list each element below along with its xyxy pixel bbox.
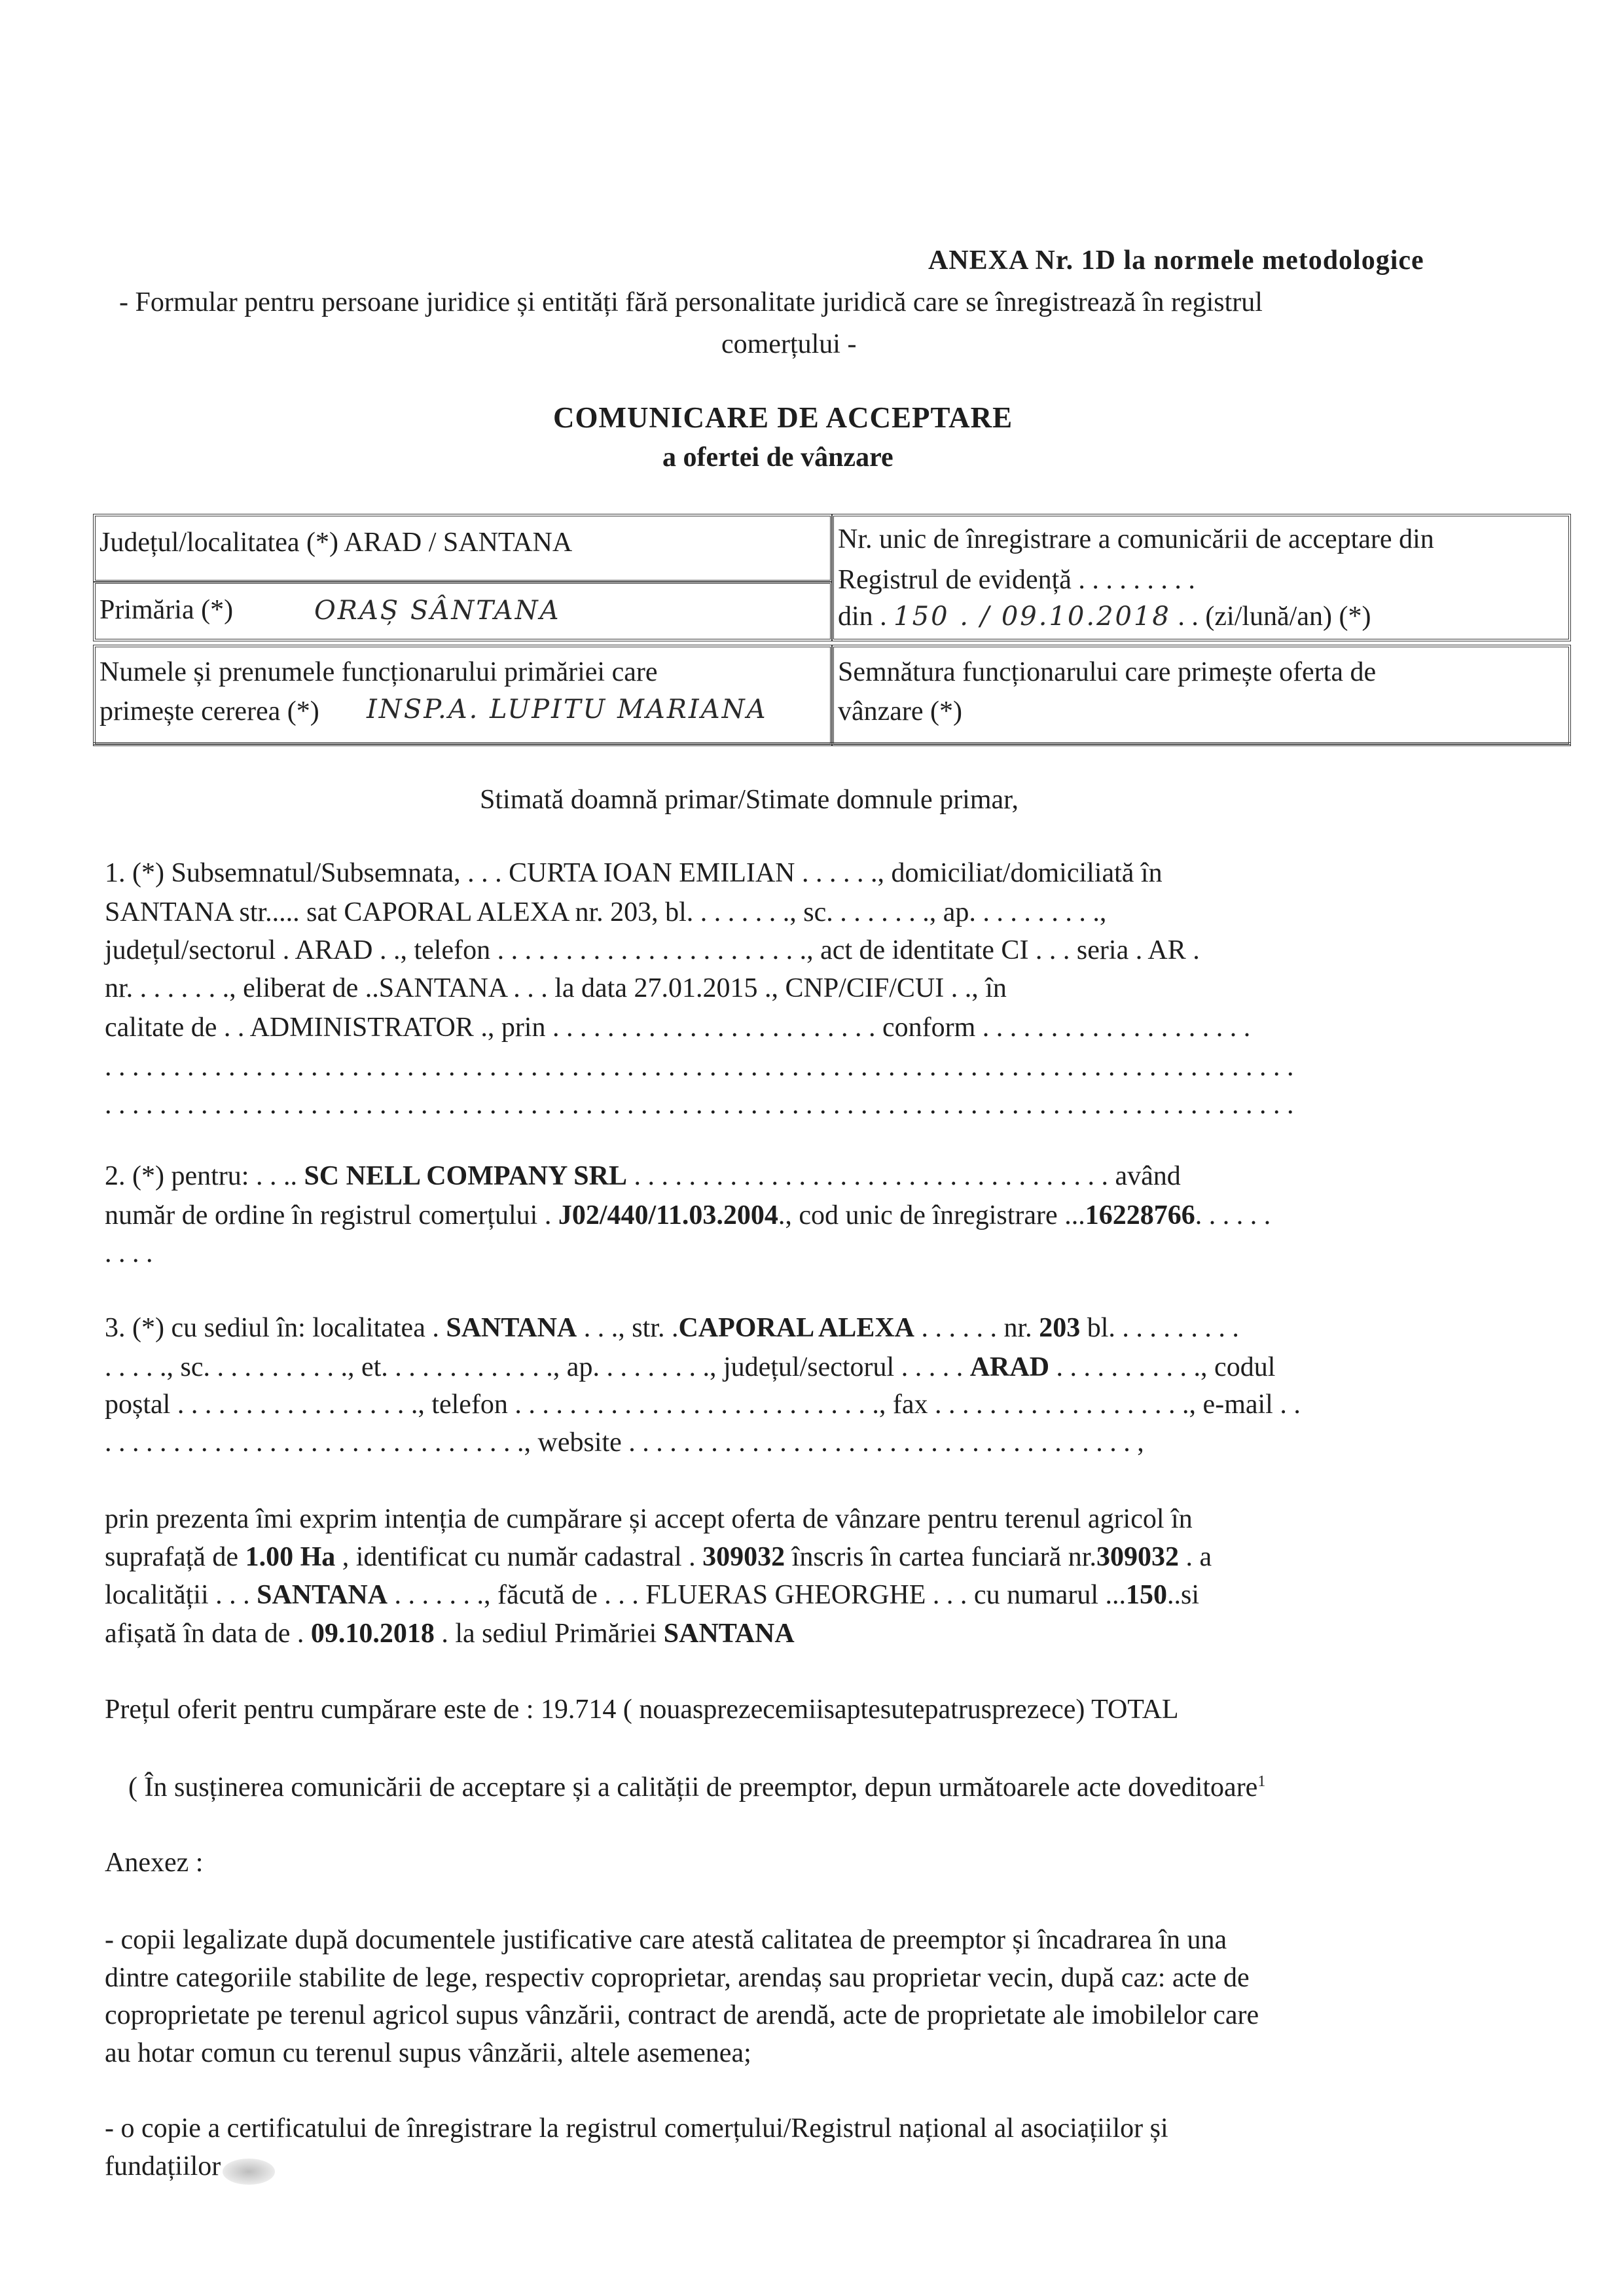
city-hall-name: SANTANA — [663, 1619, 795, 1649]
hq-number: 203 — [1039, 1313, 1081, 1343]
seller-label: . . . . . . ., făcută de . . . FLUERAS GHEORGHE . . . cu numarul ... — [388, 1580, 1127, 1610]
block-label: bl. . . . . . . . . . — [1080, 1313, 1239, 1343]
section-2-prefix: 2. (*) pentru: . . .. — [105, 1161, 304, 1191]
signature-label-cont: vânzare (*) — [838, 696, 963, 726]
registration-number-label: Nr. unic de înregistrare a comunicării de acceptare din — [838, 524, 1434, 554]
intent-line-suffix: ..si — [1167, 1580, 1200, 1610]
section-1-line: 1. (*) Subsemnatul/Subsemnata, . . . CURTA IOAN EMILIAN . . . . . ., domiciliat/domiciliată în — [105, 858, 1163, 888]
section-1-line: nr. . . . . . . ., eliberat de ..SANTANA . . . la data 27.01.2015 ., CNP/CIF/CUI . ., în — [105, 973, 1007, 1003]
locality-label: localității . . . — [105, 1580, 257, 1610]
official-name-label-cont: primește cererea (*) — [99, 696, 319, 726]
section-1-line: județul/sectorul . ARAD . ., telefon . . . . . . . . . . . . . . . . . . . . . . ., act de identitate CI . . . seria . AR . — [105, 935, 1200, 965]
trade-reg-label: număr de ordine în registrul comerțului . — [105, 1200, 558, 1230]
intent-line — [105, 1541, 1212, 1573]
registration-date-handwritten: 150 . / 09.10.2018 — [893, 601, 1171, 632]
document-subtitle: a ofertei de vânzare — [662, 442, 893, 473]
address-details-label: . . . . ., sc. . . . . . . . . . ., et. . . . . . . . . . . . ., ap. . . . . . . . ., județul/sectorul . . . . . — [105, 1352, 970, 1382]
registration-date-row — [838, 601, 1371, 632]
section-1-dotted-line: . . . . . . . . . . . . . . . . . . . . . . . . . . . . . . . . . . . . . . . . . . . . . . . . . . . . . . . . . . . . . . . . . . . . . . . . . . . . . . . . . . . . . . . — [105, 1090, 1294, 1120]
intent-line — [105, 1618, 795, 1649]
cui-label: ., cod unic de înregistrare ... — [778, 1200, 1085, 1230]
number-label: . . . . . . nr. — [914, 1313, 1039, 1343]
hq-locality: SANTANA — [446, 1313, 577, 1343]
land-book-label: înscris în cartea funciară nr. — [785, 1542, 1096, 1572]
attachment-item-cont: coproprietate pe terenul agricol supus vânzării, contract de arendă, acte de proprietate ale imobilelor care — [105, 2000, 1259, 2030]
intent-line-suffix: . a — [1178, 1542, 1212, 1572]
county-locality: Județul/localitatea (*) ARAD / SANTANA — [99, 528, 573, 558]
supporting-documents-text: ( În susținerea comunicării de acceptare și a calității de preemptor, depun următoarele acte doveditoare — [128, 1772, 1258, 1803]
section-2-dots: . . . . . . — [1195, 1200, 1271, 1230]
area-label: suprafață de — [105, 1542, 245, 1572]
official-name-label: Numele și prenumele funcționarului primăriei care — [99, 657, 658, 687]
supporting-documents-statement — [128, 1772, 1265, 1803]
postal-code-label: . . . . . . . . . . ., codul — [1049, 1352, 1276, 1382]
registration-date-prefix: din . — [838, 601, 887, 632]
section-1-line: SANTANA str..... sat CAPORAL ALEXA nr. 203, bl. . . . . . . ., sc. . . . . . . ., ap. . . . . . . . . ., — [105, 897, 1107, 927]
offered-price: Prețul oferit pentru cumpărare este de : 19.714 ( nouasprezecemiisaptesutepatrusprezece) TOTAL — [105, 1695, 1179, 1725]
registration-register-label: Registrul de evidență . . . . . . . . . — [838, 565, 1195, 595]
land-area: 1.00 Ha — [245, 1542, 336, 1572]
attachment-item-cont: au hotar comun cu terenul supus vânzării, altele asemenea; — [105, 2038, 751, 2068]
section-2-dots: . . . . . . . . . . . . . . . . . . . . . . . . . . . . . . . . . . . având — [627, 1161, 1181, 1191]
land-book-number: 309032 — [1096, 1542, 1179, 1572]
official-name-handwritten: INSP.A. LUPITU MARIANA — [367, 694, 768, 725]
form-description: - Formular pentru persoane juridice și entități fără personalitate juridică care se înregistrează în registrul — [119, 287, 1263, 317]
cadastral-label: , identificat cu număr cadastral . — [335, 1542, 703, 1572]
city-hall-label: . la sediul Primăriei — [434, 1619, 664, 1649]
scan-smudge — [223, 2159, 275, 2185]
city-hall-handwritten: ORAȘ SÂNTANA — [314, 596, 561, 626]
street-label: . . ., str. . — [577, 1313, 679, 1343]
greeting: Stimată doamnă primar/Stimate domnule primar, — [480, 785, 1019, 815]
section-3-line: . . . . . . . . . . . . . . . . . . . . . . . . . . . . . . ., website . . . . . . . . . . . . . . . . . . . . . . . . . . . . . . . . . . . . . , — [105, 1427, 1144, 1458]
intent-line — [105, 1579, 1199, 1611]
attachment-item: - copii legalizate după documentele justificative care atestă calitatea de preemptor și încadrarea în una — [105, 1925, 1227, 1955]
registration-date-suffix: . . (zi/lună/an) (*) — [1178, 601, 1371, 632]
signature-label: Semnătura funcționarului care primește oferta de — [838, 657, 1377, 687]
section-3-line — [105, 1312, 1239, 1344]
section-2-dotted-line: . . . . — [105, 1238, 153, 1268]
annex-label: Anexez : — [105, 1848, 204, 1878]
form-description-cont: comerțului - — [721, 329, 857, 359]
section-3-line — [105, 1352, 1275, 1383]
section-1-line: calitate de . . ADMINISTRATOR ., prin . . . . . . . . . . . . . . . . . . . . . . . . conform . . . . . . . . . . . . . . . . . . . . — [105, 1013, 1251, 1043]
cadastral-number: 309032 — [702, 1542, 785, 1572]
trade-register-number: J02/440/11.03.2004 — [558, 1200, 778, 1230]
company-name: SC NELL COMPANY SRL — [304, 1161, 628, 1191]
posted-date-label: afișată în data de . — [105, 1619, 311, 1649]
table-divider — [93, 742, 1571, 745]
section-2-line — [105, 1200, 1271, 1231]
section-1-dotted-line: . . . . . . . . . . . . . . . . . . . . . . . . . . . . . . . . . . . . . . . . . . . . . . . . . . . . . . . . . . . . . . . . . . . . . . . . . . . . . . . . . . . . . . . — [105, 1052, 1294, 1082]
posted-date: 09.10.2018 — [310, 1619, 435, 1649]
attachment-item: - o copie a certificatului de înregistrare la registrul comerțului/Registrul național al asociațiilor și — [105, 2113, 1168, 2144]
intent-line: prin prezenta îmi exprim intenția de cumpărare și accept oferta de vânzare pentru terenul agricol în — [105, 1504, 1193, 1534]
annex-title: ANEXA Nr. 1D la normele metodologice — [928, 245, 1424, 276]
footnote-marker: 1 — [1257, 1773, 1266, 1790]
attachment-item-cont: dintre categoriile stabilite de lege, respectiv coproprietar, arendaș sau proprietar vecin, după caz: acte de — [105, 1963, 1250, 1993]
hq-county: ARAD — [969, 1352, 1050, 1382]
locality-label: 3. (*) cu sediul în: localitatea . — [105, 1313, 446, 1343]
attachment-item-cont: fundațiilor — [105, 2151, 221, 2181]
offer-number: 150 — [1126, 1580, 1168, 1610]
hq-street: CAPORAL ALEXA — [678, 1313, 915, 1343]
city-hall-label: Primăria (*) — [99, 595, 234, 625]
section-3-line: poștal . . . . . . . . . . . . . . . . . ., telefon . . . . . . . . . . . . . . . . . . . . . . . . . . ., fax . . . . . . . . . . . . . . . . . . ., e-mail . . — [105, 1390, 1301, 1420]
document-title: COMUNICARE DE ACCEPTARE — [553, 401, 1013, 434]
section-2-line — [105, 1160, 1181, 1192]
unique-registration-code: 16228766 — [1085, 1200, 1195, 1230]
land-locality: SANTANA — [257, 1580, 388, 1610]
